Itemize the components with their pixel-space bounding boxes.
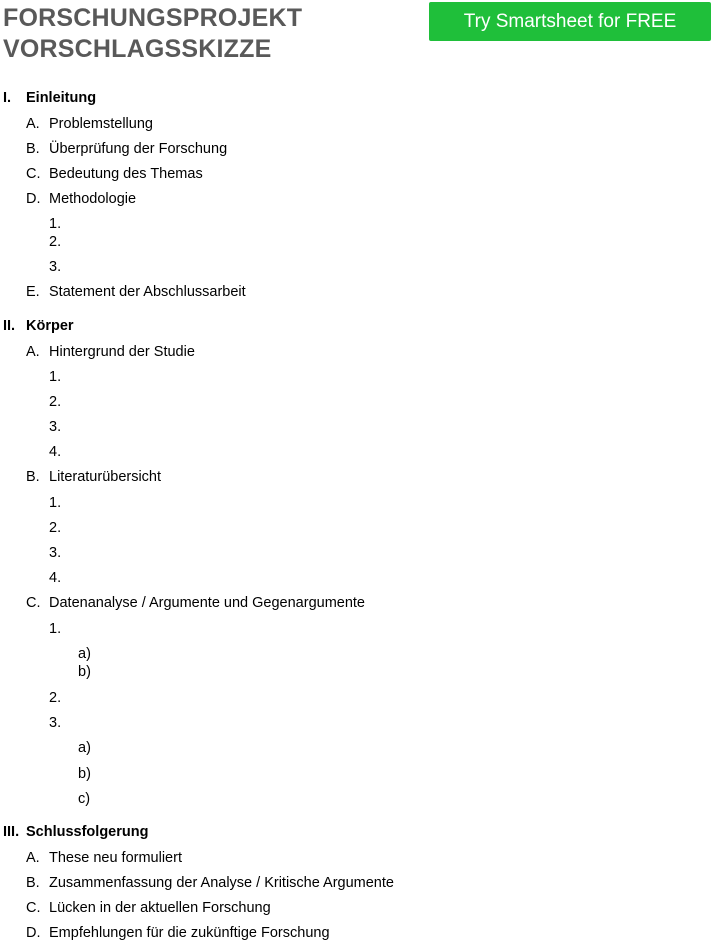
outline-number: 3. [49, 259, 62, 275]
outline-number: 1. [49, 621, 62, 637]
item-marker: B. [26, 141, 40, 157]
section-heading-einleitung [3, 89, 96, 107]
item-marker: D. [26, 191, 41, 207]
outline-item [26, 594, 365, 612]
item-label: Bedeutung des Themas [49, 166, 203, 182]
outline-letter: a) [78, 740, 91, 756]
outline-number: 2. [49, 394, 62, 410]
outline-number: 1. [49, 216, 62, 232]
section-marker: I. [3, 90, 12, 106]
item-label: Problemstellung [49, 116, 153, 132]
item-marker: D. [26, 925, 41, 941]
outline-item [26, 140, 227, 158]
item-marker: B. [26, 875, 40, 891]
item-marker: A. [26, 344, 40, 360]
try-smartsheet-button[interactable]: Try Smartsheet for FREE [429, 2, 711, 41]
item-label: Literaturübersicht [49, 469, 162, 485]
item-label: These neu formuliert [49, 850, 182, 866]
outline-item [26, 924, 330, 942]
item-label: Lücken in der aktuellen Forschung [49, 900, 271, 916]
outline-number: 3. [49, 715, 62, 731]
outline-number: 1. [49, 495, 62, 511]
outline-letter: b) [78, 766, 91, 782]
item-label: Datenanalyse / Argumente und Gegenargumente [49, 595, 365, 611]
outline-number: 2. [49, 690, 62, 706]
item-marker: B. [26, 469, 40, 485]
section-marker: III. [3, 824, 20, 840]
outline-number: 2. [49, 520, 62, 536]
section-marker: II. [3, 318, 16, 334]
outline-item [26, 283, 246, 301]
outline-item [26, 874, 394, 892]
item-marker: C. [26, 595, 41, 611]
section-heading-schlussfolgerung [3, 823, 148, 841]
outline-letter: b) [78, 664, 91, 680]
outline-letter: c) [78, 791, 91, 807]
section-label: Schlussfolgerung [26, 824, 149, 840]
outline-item [26, 849, 182, 867]
item-marker: C. [26, 166, 41, 182]
item-marker: E. [26, 284, 40, 300]
item-label: Methodologie [49, 191, 137, 207]
outline-number: 4. [49, 570, 62, 586]
outline-number: 2. [49, 234, 62, 250]
item-label: Statement der Abschlussarbeit [49, 284, 246, 300]
outline-number: 3. [49, 419, 62, 435]
section-label: Körper [26, 318, 74, 334]
outline-number: 3. [49, 545, 62, 561]
item-label: Empfehlungen für die zukünftige Forschung [49, 925, 330, 941]
item-marker: C. [26, 900, 41, 916]
outline-item [26, 190, 136, 208]
section-heading-koerper [3, 317, 74, 335]
outline-item [26, 165, 203, 183]
outline-number: 4. [49, 444, 62, 460]
page-title [3, 3, 302, 65]
outline-item [26, 899, 271, 917]
item-label: Hintergrund der Studie [49, 344, 195, 360]
outline-item [26, 115, 153, 133]
item-marker: A. [26, 116, 40, 132]
page-title-line-1: FORSCHUNGSPROJEKT [3, 4, 303, 32]
item-label: Zusammenfassung der Analyse / Kritische Argumente [49, 875, 394, 891]
outline-item [26, 343, 195, 361]
outline-letter: a) [78, 646, 91, 662]
section-label: Einleitung [26, 90, 97, 106]
item-marker: A. [26, 850, 40, 866]
item-label: Überprüfung der Forschung [49, 141, 228, 157]
outline-item [26, 468, 161, 486]
page-title-line-2: VORSCHLAGSSKIZZE [3, 35, 272, 63]
outline-number: 1. [49, 369, 62, 385]
